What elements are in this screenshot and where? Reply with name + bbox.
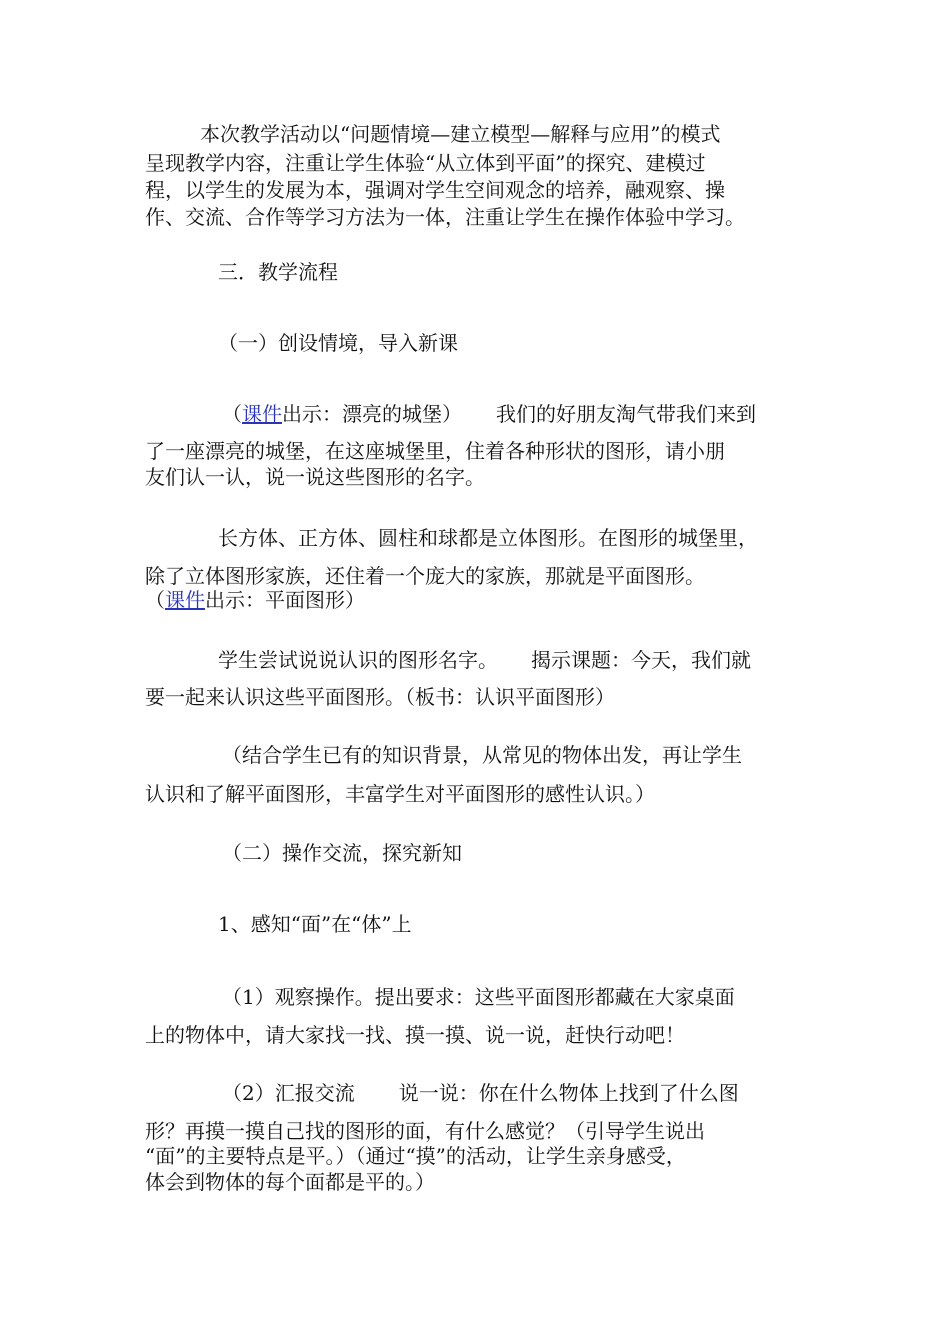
text-line: “面”的主要特点是平。）（通过“摸”的活动，让学生亲身感受， bbox=[145, 1144, 686, 1168]
text-fragment: （ bbox=[145, 588, 165, 612]
text-line: 友们认一认，说一说这些图形的名字。 bbox=[145, 465, 485, 489]
text-fragment: 我们的好朋友淘气带我们来到 bbox=[496, 402, 756, 426]
text-fragment: （ bbox=[222, 402, 242, 426]
text-line: 本次教学活动以“问题情境—建立模型—解释与应用”的模式 bbox=[200, 122, 721, 146]
text-line bbox=[145, 590, 365, 610]
text-fragment: 说一说：你在什么物体上找到了什么图 bbox=[398, 1081, 739, 1105]
subsection-heading: （一）创设情境，导入新课 bbox=[218, 331, 458, 355]
text-line: 了一座漂亮的城堡，在这座城堡里，住着各种形状的图形，请小朋 bbox=[145, 439, 725, 463]
item-heading: 1、感知“面”在“体”上 bbox=[218, 912, 412, 936]
courseware-link[interactable]: 课件 bbox=[242, 402, 282, 426]
text-line: 认识和了解平面图形，丰富学生对平面图形的感性认识。） bbox=[145, 782, 655, 806]
section-heading: 三．教学流程 bbox=[218, 260, 338, 284]
subsection-heading: （二）操作交流，探究新知 bbox=[222, 841, 462, 865]
text-line bbox=[222, 404, 756, 424]
text-line: （1）观察操作。提出要求：这些平面图形都藏在大家桌面 bbox=[222, 985, 735, 1009]
text-line: 要一起来认识这些平面图形。（板书：认识平面图形） bbox=[145, 685, 615, 709]
text-line: 上的物体中，请大家找一找、摸一摸、说一说，赶快行动吧！ bbox=[145, 1023, 685, 1047]
text-line bbox=[222, 1083, 739, 1103]
text-fragment: 出示：漂亮的城堡） bbox=[282, 402, 462, 426]
text-fragment: 学生尝试说说认识的图形名字。 bbox=[218, 648, 498, 672]
text-fragment: （2）汇报交流 bbox=[222, 1081, 355, 1105]
text-line bbox=[218, 650, 751, 670]
text-line: 除了立体图形家族，还住着一个庞大的家族，那就是平面图形。 bbox=[145, 564, 705, 588]
text-fragment: 出示：平面图形） bbox=[205, 588, 365, 612]
text-line: 长方体、正方体、圆柱和球都是立体图形。在图形的城堡里， bbox=[218, 526, 758, 550]
text-line: 呈现教学内容，注重让学生体验“从立体到平面”的探究、建模过 bbox=[145, 151, 706, 175]
text-line: 体会到物体的每个面都是平的。） bbox=[145, 1170, 435, 1194]
text-line: 作、交流、合作等学习方法为一体，注重让学生在操作体验中学习。 bbox=[145, 205, 745, 229]
text-line: 形？再摸一摸自己找的图形的面，有什么感觉？（引导学生说出 bbox=[145, 1119, 705, 1143]
courseware-link[interactable]: 课件 bbox=[165, 588, 205, 612]
text-fragment: 揭示课题：今天，我们就 bbox=[531, 648, 751, 672]
text-line: （结合学生已有的知识背景，从常见的物体出发，再让学生 bbox=[222, 743, 742, 767]
text-line: 程，以学生的发展为本，强调对学生空间观念的培养，融观察、操 bbox=[145, 178, 725, 202]
